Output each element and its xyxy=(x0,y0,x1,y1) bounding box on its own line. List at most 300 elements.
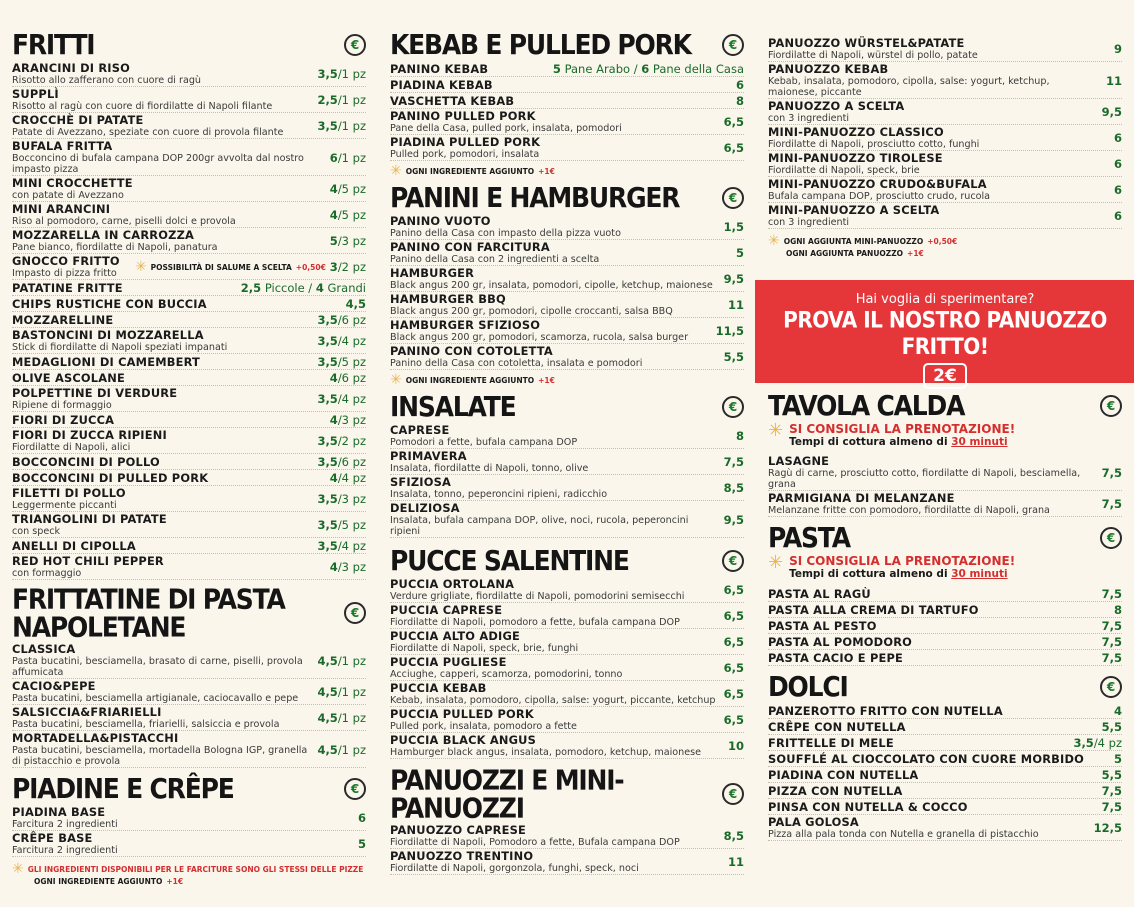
price-value: 4 xyxy=(329,560,338,574)
item-price xyxy=(317,434,366,448)
menu-item xyxy=(768,650,1122,666)
price-unit: /6 pz xyxy=(337,371,366,385)
price-value: 4 xyxy=(1113,704,1122,718)
section-title: PANUOZZI E MINI-PANUOZZI xyxy=(390,763,624,825)
price-value: 5,5 xyxy=(1101,720,1122,734)
item-name: PIADINA PULLED PORK xyxy=(390,135,541,149)
menu-item xyxy=(390,109,744,135)
menu-item xyxy=(768,783,1122,799)
item-name: PUCCIA BLACK ANGUS xyxy=(390,733,536,747)
item-name: CACIO&PEPE xyxy=(12,679,96,693)
warning-title: SI CONSIGLIA LA PRENOTAZIONE! xyxy=(789,554,1016,568)
price-value: 9,5 xyxy=(723,512,744,527)
section-header xyxy=(12,28,366,61)
item-price xyxy=(330,151,366,165)
item-name: PALA GOLOSA xyxy=(768,815,859,829)
item-name: PANUOZZO KEBAB xyxy=(768,62,889,76)
menu-item xyxy=(390,344,744,370)
item-price xyxy=(317,67,366,81)
menu-item xyxy=(390,823,744,849)
section-header xyxy=(390,544,744,577)
item-name: SALSICCIA&FRIARIELLI xyxy=(12,705,162,719)
price-value: 11 xyxy=(727,855,744,869)
item-description: Pizza alla pala tonda con Nutella e granella di pistacchio xyxy=(768,829,1039,840)
item-name: PANUOZZO TRENTINO xyxy=(390,849,534,863)
item-description: Fiordilatte di Napoli, speck, brie, funghi xyxy=(390,643,579,654)
item-price xyxy=(317,455,366,469)
item-description: Farcitura 2 ingredienti xyxy=(12,819,118,830)
menu-item xyxy=(12,254,366,280)
note-price: +1€ xyxy=(538,375,555,385)
item-name: PUCCIA ORTOLANA xyxy=(390,577,515,591)
item-name: MINI ARANCINI xyxy=(12,202,111,216)
item-name: PANINO CON COTOLETTA xyxy=(390,344,553,358)
section-header xyxy=(390,181,744,214)
menu-item xyxy=(12,554,366,580)
item-price xyxy=(736,94,744,108)
price-unit: /6 pz xyxy=(337,313,366,327)
menu-item xyxy=(390,501,744,538)
price-value: 8 xyxy=(1113,603,1122,617)
price-value: 4,5 xyxy=(317,711,338,725)
price-unit: /2 pz xyxy=(337,260,366,274)
item-name: MEDAGLIONI DI CAMEMBERT xyxy=(12,354,201,369)
menu-item xyxy=(12,139,366,176)
price-value: 2,5 xyxy=(317,93,338,107)
item-price xyxy=(358,811,366,825)
menu-item xyxy=(390,135,744,161)
item-description: Patate di Avezzano, speziate con cuore di provola filante xyxy=(12,127,284,138)
price-unit: /4 pz xyxy=(337,392,366,406)
section-panini xyxy=(390,181,744,388)
price-unit: /3 pz xyxy=(337,234,366,248)
price-value: 11 xyxy=(1105,73,1122,88)
menu-item xyxy=(390,240,744,266)
item-price xyxy=(716,324,744,338)
item-description: Leggermente piccanti xyxy=(12,500,117,511)
price-value: 6,5 xyxy=(723,635,744,649)
price-value: 5 xyxy=(552,62,561,76)
column-2 xyxy=(390,0,744,907)
item-name: BUFALA FRITTA xyxy=(12,139,113,153)
menu-item xyxy=(12,642,366,679)
item-price xyxy=(1114,752,1122,766)
menu-item xyxy=(768,203,1122,229)
item-price xyxy=(1102,105,1122,119)
price-value: 8,5 xyxy=(723,481,744,495)
menu-item xyxy=(12,354,366,370)
section-header xyxy=(390,763,744,825)
price-unit: /3 pz xyxy=(337,560,366,574)
item-price xyxy=(330,208,366,222)
menu-item xyxy=(12,454,366,470)
item-name: PUCCIA PULLED PORK xyxy=(390,707,534,721)
item-name: HAMBURGER SFIZIOSO xyxy=(390,318,541,332)
price-value: 3,5 xyxy=(317,67,338,81)
price-unit: /1 pz xyxy=(337,685,366,699)
item-price xyxy=(724,220,744,234)
item-name: MORTADELLA&PISTACCHI xyxy=(12,731,179,745)
item-name: PANUOZZO A SCELTA xyxy=(768,99,905,113)
item-name: FILETTI DI POLLO xyxy=(12,486,126,500)
price-value: 6 xyxy=(1113,131,1122,145)
item-price xyxy=(317,711,366,725)
item-price xyxy=(317,313,366,327)
euro-icon: € xyxy=(722,187,744,209)
section-title: PIADINE E CRÊPE xyxy=(12,772,234,805)
item-price xyxy=(724,481,744,495)
item-description: Riso al pomodoro, carne, piselli dolci e provola xyxy=(12,216,236,227)
price-value: 4,5 xyxy=(317,685,338,699)
section-frittatine xyxy=(12,582,366,768)
menu-item xyxy=(768,491,1122,517)
price-unit: Pane Arabo / xyxy=(560,62,642,76)
price-value: 10 xyxy=(727,739,744,753)
price-value-2: 4 xyxy=(315,281,324,295)
item-description: Pomodori a fette, bufala campana DOP xyxy=(390,437,578,448)
item-description: Pasta bucatini, besciamella, mortadella Bologna IGP, granella di pistacchio e provola xyxy=(12,745,308,767)
item-price xyxy=(724,141,744,155)
item-description: Fiordilatte di Napoli, pomodoro a fette, bufala campana DOP xyxy=(390,617,680,628)
item-name: SFIZIOSA xyxy=(390,475,452,489)
item-price xyxy=(1102,619,1122,633)
item-price xyxy=(724,455,744,469)
price-unit: /4 pz xyxy=(337,471,366,485)
piadine-note-1: ✳ GLI INGREDIENTI DISPONIBILI PER LE FARCITURE SONO GLI STESSI DELLE PIZZE xyxy=(12,861,364,877)
menu-item xyxy=(768,634,1122,650)
item-name: PUCCIA CAPRESE xyxy=(390,603,503,617)
item-price xyxy=(1102,651,1122,665)
item-description: Fiordilatte di Napoli, Pomodoro a fette, Bufala campana DOP xyxy=(390,837,680,848)
item-price xyxy=(736,246,744,260)
menu-item xyxy=(12,176,366,202)
item-price xyxy=(724,609,744,623)
price-unit: /5 pz xyxy=(337,518,366,532)
price-value: 12,5 xyxy=(1093,821,1122,835)
item-name: PIZZA CON NUTELLA xyxy=(768,783,903,798)
menu-item xyxy=(768,125,1122,151)
price-value: 6,5 xyxy=(723,609,744,623)
menu-item xyxy=(12,831,366,857)
section-dolci xyxy=(768,670,1122,841)
panuozzo-note: OGNI AGGIUNTA PANUOZZO +1€ xyxy=(786,249,924,258)
price-unit: /3 pz xyxy=(337,492,366,506)
menu-item xyxy=(768,99,1122,125)
item-name: HAMBURGER xyxy=(390,266,475,280)
price-value: 4,5 xyxy=(317,742,338,757)
item-price xyxy=(317,392,366,406)
menu-item xyxy=(390,318,744,344)
item-note: ✳ POSSIBILITÀ DI SALUME A SCELTA +0,50€ xyxy=(134,259,326,275)
item-price xyxy=(317,334,366,348)
price-value-2: 6 xyxy=(641,62,650,76)
price-value: 6,5 xyxy=(723,115,744,129)
menu-item xyxy=(390,423,744,449)
menu-item xyxy=(12,412,366,428)
item-description: Fiordilatte di Napoli, würstel di pollo, patate xyxy=(768,50,978,61)
menu-item xyxy=(12,428,366,454)
price-value: 6 xyxy=(1113,209,1122,223)
item-description: Pane della Casa, pulled pork, insalata, pomodori xyxy=(390,123,622,134)
menu-item xyxy=(12,312,366,328)
euro-icon: € xyxy=(722,550,744,572)
item-price xyxy=(330,560,366,574)
price-value: 7,5 xyxy=(1101,497,1122,511)
item-name: FIORI DI ZUCCA RIPIENI xyxy=(12,428,167,442)
price-unit: /4 pz xyxy=(337,334,366,348)
price-unit: /1 pz xyxy=(337,119,366,133)
item-description: Black angus 200 gr, insalata, pomodori, cipolle, ketchup, maionese xyxy=(390,280,713,291)
item-description: Bufala campana DOP, prosciutto crudo, rucola xyxy=(768,191,991,202)
item-price xyxy=(1102,635,1122,649)
item-name: MINI-PANUOZZO A SCELTA xyxy=(768,203,940,217)
item-description: Impasto di pizza fritto xyxy=(12,268,117,279)
item-name: BASTONCINI DI MOZZARELLA xyxy=(12,328,204,342)
price-value: 7,5 xyxy=(1101,784,1122,798)
star-icon: ✳ xyxy=(768,552,784,573)
item-name: MOZZARELLA IN CARROZZA xyxy=(12,228,195,242)
menu-item xyxy=(390,849,744,875)
euro-icon: € xyxy=(344,602,366,624)
item-price xyxy=(1102,587,1122,601)
item-name: MINI-PANUOZZO CLASSICO xyxy=(768,125,944,139)
section-title: PANINI E HAMBURGER xyxy=(390,181,680,214)
price-value: 9,5 xyxy=(1101,105,1122,119)
item-price xyxy=(736,429,744,443)
item-description: Insalata, bufala campana DOP, olive, noci, rucola, peperoncini ripieni xyxy=(390,515,689,537)
item-price xyxy=(330,182,366,196)
item-description: Pane bianco, fiordilatte di Napoli, panatura xyxy=(12,242,218,253)
menu-item xyxy=(390,629,744,655)
item-description: Kebab, insalata, pomodoro, cipolla, salse: yogurt, ketchup, maionese, piccante xyxy=(768,76,1050,98)
item-price xyxy=(728,298,744,312)
menu-item xyxy=(12,486,366,512)
item-price xyxy=(330,413,366,427)
banner-price: 2€ xyxy=(923,363,967,389)
item-name: MOZZARELLINE xyxy=(12,312,114,327)
menu-item xyxy=(12,328,366,354)
menu-item xyxy=(768,815,1122,841)
item-description: Fiordilatte di Napoli, speck, brie xyxy=(768,165,920,176)
section-title: PUCCE SALENTINE xyxy=(390,544,629,577)
item-price xyxy=(1102,720,1122,734)
price-value: 7,5 xyxy=(1101,635,1122,649)
note-price: +1€ xyxy=(538,166,555,176)
section-insalate xyxy=(390,390,744,538)
warning-title: SI CONSIGLIA LA PRENOTAZIONE! xyxy=(789,422,1016,436)
menu-item xyxy=(768,767,1122,783)
booking-warning xyxy=(768,554,1122,580)
section-piadine xyxy=(12,772,366,857)
item-description: con patate di Avezzano xyxy=(12,190,124,201)
price-unit: /6 pz xyxy=(337,455,366,469)
item-description: Farcitura 2 ingredienti xyxy=(12,845,118,856)
section-tavola-calda xyxy=(768,389,1122,517)
item-description: Black angus 200 gr, pomodori, scamorza, rucola, salsa burger xyxy=(390,332,689,343)
price-unit: /4 pz xyxy=(337,539,366,553)
item-name: PANINO PULLED PORK xyxy=(390,109,536,123)
price-value: 7,5 xyxy=(723,455,744,469)
booking-warning xyxy=(768,422,1122,448)
item-name: FRITTELLE DI MELE xyxy=(768,735,894,750)
euro-icon: € xyxy=(1100,676,1122,698)
euro-icon: € xyxy=(722,783,744,805)
warning-text-a: Tempi di cottura almeno di xyxy=(789,568,952,580)
item-name: CAPRESE xyxy=(390,423,450,437)
item-price xyxy=(317,93,366,107)
price-value: 6 xyxy=(735,78,744,92)
section-title: KEBAB E PULLED PORK xyxy=(390,28,691,61)
item-price xyxy=(1106,74,1122,88)
item-description: Panino della Casa con impasto della pizza vuoto xyxy=(390,228,621,239)
item-name: MINI-PANUOZZO TIROLESE xyxy=(768,151,943,165)
panuozzo-fritto-banner xyxy=(755,280,1134,386)
price-unit: /4 pz xyxy=(1093,736,1122,750)
item-price xyxy=(724,829,744,843)
price-value: 3,5 xyxy=(317,392,338,406)
menu-item xyxy=(390,93,744,109)
price-value: 6 xyxy=(357,811,366,825)
piadine-note-2: OGNI INGREDIENTE AGGIUNTO +1€ xyxy=(34,877,184,886)
section-note: ✳ OGNI INGREDIENTE AGGIUNTO +1€ xyxy=(390,163,555,179)
menu-item xyxy=(768,618,1122,634)
item-price xyxy=(1073,736,1122,750)
menu-item xyxy=(390,61,744,77)
section-title: FRITTATINE DI PASTA NAPOLETANE xyxy=(12,582,285,644)
menu-item xyxy=(12,228,366,254)
price-value: 8,5 xyxy=(723,829,744,843)
item-name: CHIPS RUSTICHE CON BUCCIA xyxy=(12,296,207,311)
price-value: 4,5 xyxy=(317,653,338,668)
item-note-price: +0,50€ xyxy=(295,262,326,272)
item-price xyxy=(317,492,366,506)
price-value: 7,5 xyxy=(1101,800,1122,814)
item-name: PATATINE FRITTE xyxy=(12,280,123,295)
menu-item xyxy=(390,449,744,475)
price-value: 6,5 xyxy=(723,713,744,727)
menu-item xyxy=(768,177,1122,203)
price-value: 5 xyxy=(1113,752,1122,766)
item-description: Ripiene di formaggio xyxy=(12,400,112,411)
item-price xyxy=(724,635,744,649)
menu-item xyxy=(12,731,366,768)
item-price xyxy=(317,119,366,133)
euro-icon: € xyxy=(1100,527,1122,549)
item-name: PASTA AL RAGÙ xyxy=(768,586,871,601)
menu-item xyxy=(768,751,1122,767)
item-name: PASTA CACIO E PEPE xyxy=(768,650,904,665)
menu-item xyxy=(390,707,744,733)
item-name: SOUFFLÉ AL CIOCCOLATO CON CUORE MORBIDO xyxy=(768,751,1085,766)
price-value: 4,5 xyxy=(345,297,366,311)
menu-item xyxy=(12,370,366,386)
section-header xyxy=(12,582,366,644)
price-value: 8 xyxy=(735,94,744,108)
price-value: 3 xyxy=(329,260,338,274)
menu-item xyxy=(12,538,366,554)
price-value: 5,5 xyxy=(723,350,744,364)
item-description: Risotto al ragù con cuore di fiordilatte di Napoli filante xyxy=(12,101,273,112)
menu-item xyxy=(12,61,366,87)
item-description: Insalata, tonno, peperoncini ripieni, radicchio xyxy=(390,489,608,500)
price-value: 7,5 xyxy=(1101,619,1122,633)
price-value: 4 xyxy=(329,413,338,427)
section-title: DOLCI xyxy=(768,670,848,703)
menu-item xyxy=(768,735,1122,751)
item-name: PANINO VUOTO xyxy=(390,214,491,228)
price-value: 4 xyxy=(329,371,338,385)
menu-item xyxy=(768,36,1122,62)
section-pucce xyxy=(390,544,744,759)
euro-icon: € xyxy=(722,396,744,418)
item-description: Kebab, insalata, pomodoro, cipolla, salse: yogurt, piccante, ketchup xyxy=(390,695,716,706)
item-note-text: POSSIBILITÀ DI SALUME A SCELTA xyxy=(150,262,292,272)
item-name: BOCCONCINI DI PULLED PORK xyxy=(12,470,209,485)
item-price xyxy=(1114,603,1122,617)
menu-item xyxy=(12,280,366,296)
price-value: 5 xyxy=(357,837,366,851)
price-value: 6,5 xyxy=(723,583,744,597)
item-name: ARANCINI DI RISO xyxy=(12,61,131,75)
euro-icon: € xyxy=(722,34,744,56)
price-value: 6 xyxy=(329,150,338,165)
item-price xyxy=(728,739,744,753)
menu-item xyxy=(390,77,744,93)
section-title: PASTA xyxy=(768,521,850,554)
item-description: Pasta bucatini, besciamella, friarielli, salsiccia e provola xyxy=(12,719,280,730)
item-name: PIADINA BASE xyxy=(12,805,106,819)
warning-text xyxy=(789,436,1015,448)
item-name: POLPETTINE DI VERDURE xyxy=(12,386,178,400)
item-name: SUPPLÌ xyxy=(12,87,59,101)
warning-time: 30 minuti xyxy=(951,568,1008,580)
item-name: PUCCIA ALTO ADIGE xyxy=(390,629,520,643)
item-name: CRÊPE BASE xyxy=(12,831,93,845)
section-title: INSALATE xyxy=(390,390,516,423)
menu-item xyxy=(768,602,1122,618)
column-1 xyxy=(12,0,366,907)
menu-item xyxy=(390,603,744,629)
section-header xyxy=(12,772,366,805)
item-name: TRIANGOLINI DI PATATE xyxy=(12,512,167,526)
item-name: CROCCHÈ DI PATATE xyxy=(12,113,144,127)
menu-item xyxy=(768,703,1122,719)
price-value: 3,5 xyxy=(317,355,338,369)
item-name: PANUOZZO WÜRSTEL&PATATE xyxy=(768,36,965,50)
item-price xyxy=(1114,131,1122,145)
item-name: PIADINA KEBAB xyxy=(390,77,493,92)
item-name: PANINO CON FARCITURA xyxy=(390,240,550,254)
menu-item xyxy=(768,62,1122,99)
price-value: 11 xyxy=(727,298,744,312)
item-price xyxy=(317,685,366,699)
item-name: PANZEROTTO FRITTO CON NUTELLA xyxy=(768,703,1003,718)
price-value: 3,5 xyxy=(317,334,338,348)
item-price xyxy=(724,661,744,675)
item-description: con formaggio xyxy=(12,568,82,579)
menu-item xyxy=(768,454,1122,491)
price-unit: /1 pz xyxy=(337,150,366,165)
price-unit: /2 pz xyxy=(337,434,366,448)
item-price xyxy=(330,260,366,274)
item-price xyxy=(1114,42,1122,56)
price-value: 5 xyxy=(329,234,338,248)
price-value: 3,5 xyxy=(317,434,338,448)
item-price xyxy=(736,78,744,92)
item-name: PANINO KEBAB xyxy=(390,61,489,76)
item-price xyxy=(1114,157,1122,171)
menu-item xyxy=(12,679,366,705)
